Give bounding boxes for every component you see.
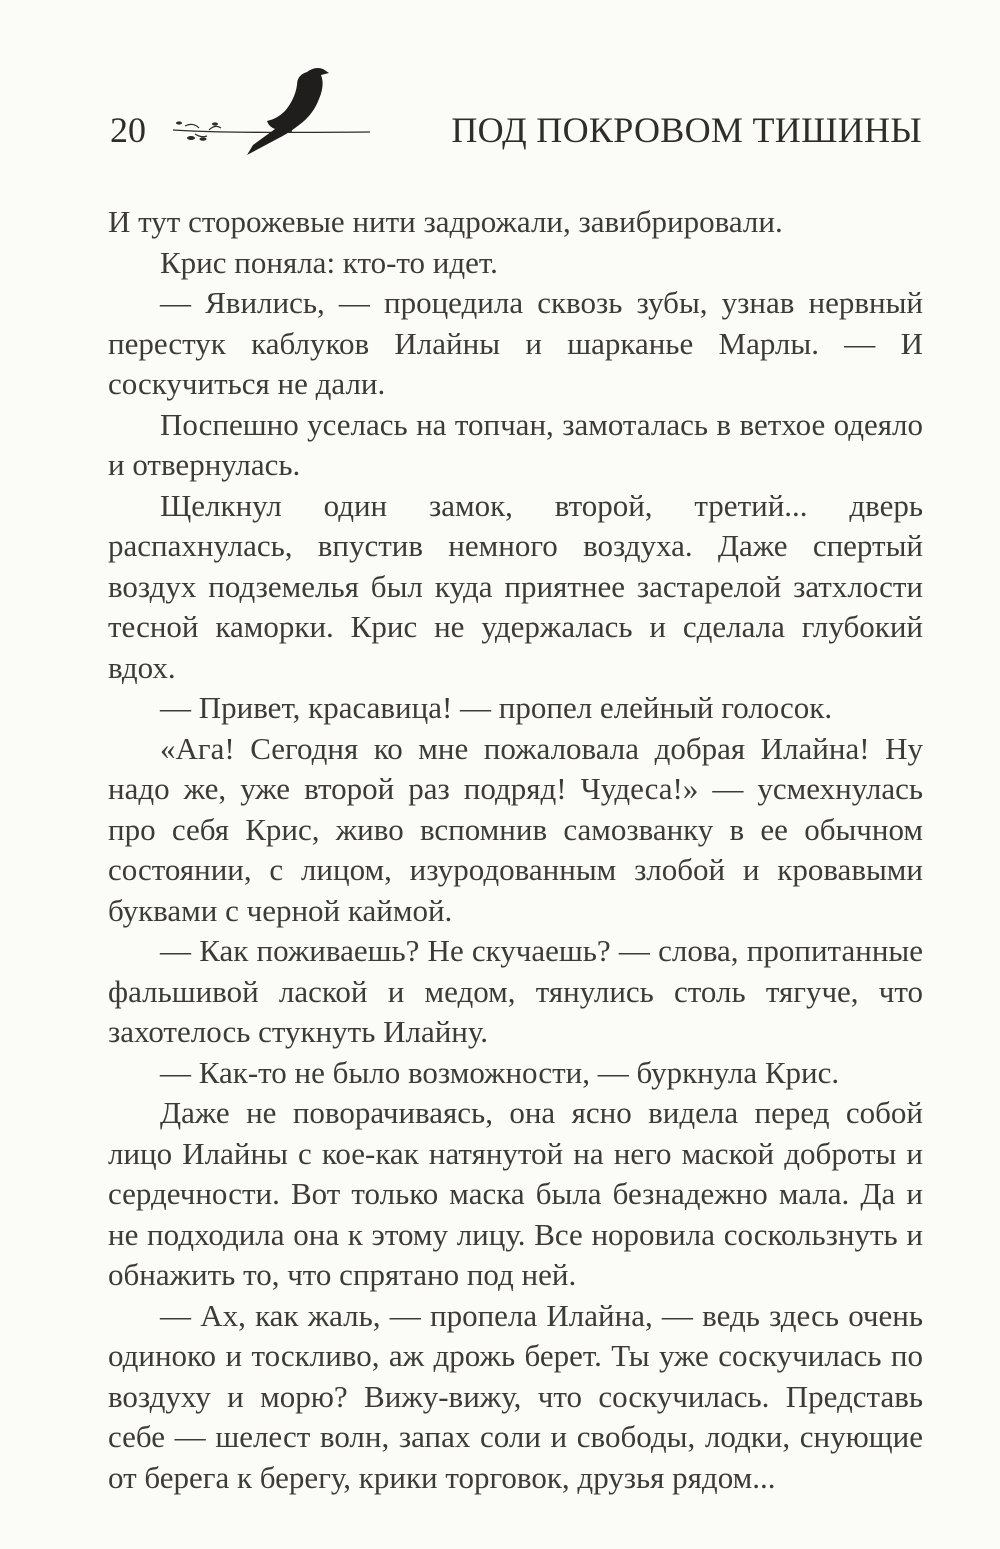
paragraph: — Ах, как жаль, — пропела Илайна, — ведь здесь очень одиноко и тоскливо, аж дрожь берет. Ты уже соскучилась по воздуху и морю? Вижу-вижу, что соскучилась. Представь себе — шелест волн, запах соли и свободы, лодки, снующие от берега к берегу, крики торговок, друзья рядом... (108, 1297, 923, 1495)
book-title: ПОД ПОКРОВОМ ТИШИНЫ (451, 110, 922, 150)
paragraph: «Ага! Сегодня ко мне пожаловала добрая Илайна! Ну надо же, уже второй раз подряд! Чудеса!» — усмехнулась про себя Крис, живо вспомнив самозванку в ее обычном состоянии, с лицом, изуродованным злобой и кровавыми буквами с черной каймой. (108, 730, 923, 928)
page-number: 20 (110, 110, 146, 150)
paragraph: Крис поняла: кто-то идет. (160, 244, 498, 280)
paragraph: — Привет, красавица! — пропел елейный голосок. (160, 690, 833, 725)
paragraph: Даже не поворачиваясь, она ясно видела перед собой лицо Илайны с кое-как натянутой на него маской доброты и сердечности. Вот только маска была безнадежно мала. Да и не подходила она к этому лицу. Все норовила соскользнуть и обнажить то, что спрятано под ней. (108, 1095, 923, 1292)
paragraph: Поспешно уселась на топчан, замоталась в ветхое одеяло и отвернулась. (108, 406, 923, 482)
page-header (0, 0, 1000, 180)
raven-on-branch-icon (165, 60, 380, 160)
body-text (108, 202, 923, 1498)
paragraph: — Как поживаешь? Не скучаешь? — слова, пропитанные фальшивой лаской и медом, тянулись столь тягуче, что захотелось стукнуть Илайну. (108, 933, 923, 1049)
paragraph: — Как-то не было возможности, — буркнула Крис. (160, 1054, 840, 1090)
paragraph: И тут сторожевые нити задрожали, завибрировали. (108, 204, 783, 239)
paragraph: — Явились, — процедила сквозь зубы, узнав нервный перестук каблуков Илайны и шарканье Марлы. — И соскучиться не дали. (108, 285, 923, 401)
paragraph: Щелкнул один замок, второй, третий... дверь распахнулась, впустив немного воздуха. Даже спертый воздух подземелья был куда приятнее застарелой затхлости тесной каморки. Крис не удержалась и сделала глубокий вдох. (108, 487, 923, 685)
